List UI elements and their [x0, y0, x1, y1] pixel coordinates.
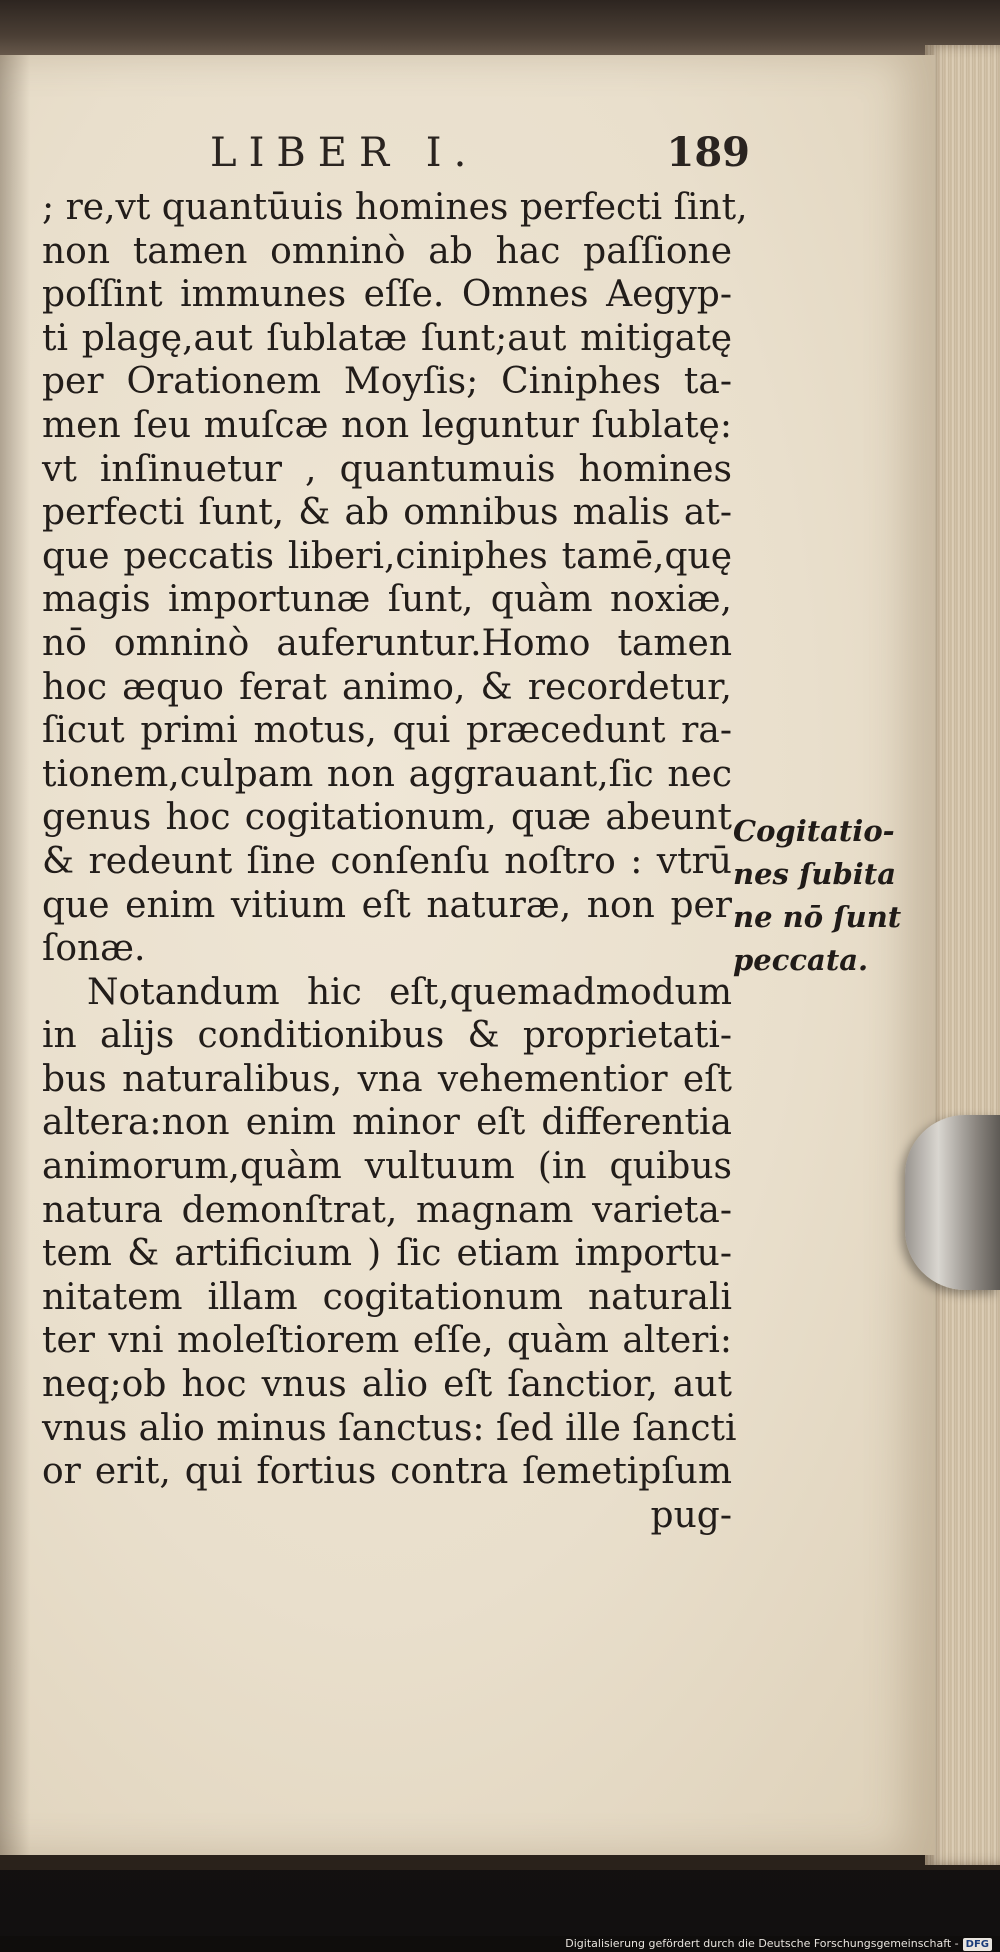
- page-number: 189: [666, 129, 750, 176]
- text-line: magis importunæ ſunt, quàm noxiæ,: [42, 579, 732, 621]
- text-line: tem & artificium ) ſic etiam importu-: [42, 1233, 732, 1275]
- margin-note-line: ne nō ſunt: [733, 900, 902, 934]
- text-line: hoc æquo ferat animo, & recordetur,: [42, 666, 732, 708]
- text-line: non tamen omninò ab hac paſſione: [42, 230, 732, 272]
- text-line: neq;ob hoc vnus alio eſt ſanctior, aut: [42, 1364, 732, 1406]
- body-text: [42, 186, 748, 1537]
- dfg-logo: DFG: [963, 1938, 992, 1951]
- credit-text: Digitalisierung gefördert durch die Deutsche Forschungsgemeinschaft -: [565, 1937, 959, 1950]
- text-line: perfecti ſunt, & ab omnibus malis at-: [42, 492, 732, 534]
- running-head: LIBER I.: [210, 130, 479, 176]
- page-clip: [905, 1115, 1000, 1290]
- text-line: genus hoc cogitationum, quæ abeunt: [42, 797, 732, 839]
- text-line: vt inſinuetur , quantumuis homines: [42, 448, 732, 490]
- text-line: animorum,quàm vultuum (in quibus: [42, 1146, 732, 1188]
- digitization-credit: [565, 1936, 992, 1952]
- margin-note: [733, 810, 923, 982]
- text-line: in alijs conditionibus & proprietati-: [42, 1015, 732, 1057]
- text-line: ter vni moleſtiorem eſſe, quàm alteri:: [42, 1320, 732, 1362]
- text-line: ti plagę,aut ſublatæ ſunt;aut mitigatę: [42, 317, 732, 359]
- text-line: ſicut primi motus, qui præcedunt ra-: [42, 710, 732, 752]
- margin-note-line: peccata.: [733, 943, 869, 977]
- text-line: per Orationem Moyſis; Ciniphes ta-: [42, 361, 732, 403]
- text-line: nitatem illam cogitationum naturali: [42, 1276, 732, 1318]
- text-line: que peccatis liberi,ciniphes tamē,quę: [42, 535, 732, 577]
- page-header: [210, 128, 750, 178]
- text-line: & redeunt ſine conſenſu noſtro : vtrū: [42, 840, 732, 882]
- text-line: Notandum hic eſt,quemadmodum: [87, 971, 732, 1013]
- catchword: pug-: [650, 1494, 732, 1536]
- text-line: ſonæ.: [42, 928, 146, 970]
- text-line: tionem,culpam non aggrauant,ſic nec: [42, 753, 732, 795]
- text-line: nō omninò auferuntur.Homo tamen: [42, 622, 732, 664]
- book-top-edge: [0, 0, 1000, 60]
- text-line: natura demonſtrat, magnam varieta-: [42, 1189, 732, 1231]
- margin-note-line: nes ſubita: [733, 857, 896, 891]
- text-line: ; re,vt quantūuis homines perfecti ſint,: [42, 187, 748, 228]
- text-line: bus naturalibus, vna vehementior eſt: [42, 1058, 732, 1100]
- margin-note-line: Cogitatio-: [733, 814, 895, 848]
- text-line: que enim vitium eſt naturæ, non per: [42, 884, 732, 926]
- text-line: or erit, qui fortius contra ſemetipſum: [42, 1451, 732, 1493]
- text-line: poſſint immunes eſſe. Omnes Aegyp-: [42, 274, 732, 316]
- text-line: vnus alio minus ſanctus: ſed ille ſancti: [42, 1407, 737, 1449]
- text-line: men ſeu muſcæ non leguntur ſublatę:: [42, 404, 732, 446]
- text-line: altera:non enim minor eſt differentia: [42, 1102, 732, 1144]
- gutter-shadow: [0, 55, 30, 1855]
- page-edges: [925, 45, 1000, 1865]
